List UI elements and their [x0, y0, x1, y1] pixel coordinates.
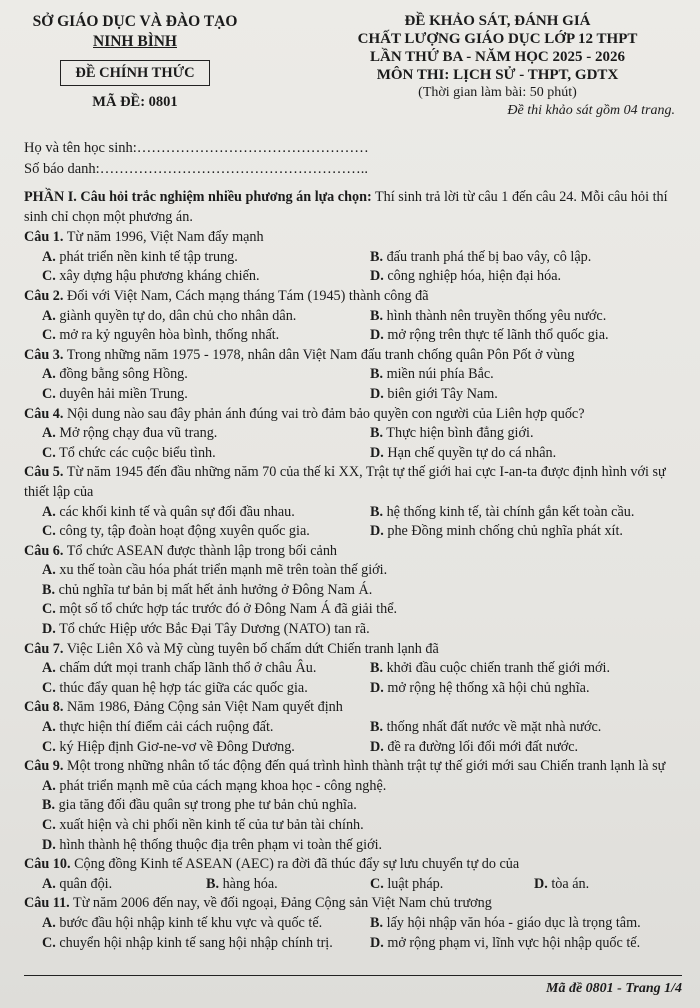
- answer-option: [352, 365, 680, 385]
- question-stem: [24, 463, 680, 502]
- option-letter: C.: [42, 444, 56, 461]
- exam-title-line3: LẦN THỨ BA - NĂM HỌC 2025 - 2026: [370, 49, 625, 65]
- question-item: [24, 405, 680, 464]
- option-letter: A.: [42, 425, 56, 442]
- answer-options: [24, 248, 680, 287]
- question-stem: [24, 855, 680, 875]
- answer-options: [24, 914, 680, 953]
- answer-option: [24, 248, 352, 268]
- section-intro: [24, 188, 680, 227]
- question-number: Câu 8.: [24, 699, 64, 716]
- answer-option: [24, 561, 680, 581]
- option-letter: B.: [370, 307, 384, 324]
- option-letter: C.: [42, 268, 56, 285]
- option-letter: D.: [534, 875, 548, 892]
- question-item: [24, 894, 680, 953]
- answer-option: [352, 522, 680, 542]
- option-text: duyên hải miền Trung.: [55, 385, 188, 402]
- option-text: đồng bằng sông Hồng.: [55, 366, 188, 383]
- option-letter: A.: [42, 914, 56, 931]
- question-list: [24, 228, 680, 953]
- answer-option: [24, 914, 352, 934]
- question-stem: [24, 757, 680, 777]
- option-letter: D.: [370, 523, 384, 540]
- question-number: Câu 3.: [24, 346, 64, 363]
- option-letter: B.: [370, 660, 384, 677]
- answer-options: [24, 777, 680, 855]
- answer-option: [352, 914, 680, 934]
- question-text: Một trong những nhân tố tác động đến quá trình hình thành trật tự thế giới mới sau Chiến tranh lạnh là sự: [63, 758, 666, 775]
- option-text: xuất hiện và chi phối nền kinh tế của tư bản tài chính.: [55, 817, 364, 833]
- answer-option: [24, 503, 352, 523]
- option-letter: C.: [42, 738, 56, 755]
- question-stem: [24, 346, 680, 366]
- option-text: giành quyền tự do, dân chủ cho nhân dân.: [55, 307, 297, 324]
- option-text: công nghiệp hóa, hiện đại hóa.: [383, 268, 562, 285]
- answer-option: [24, 836, 680, 856]
- answer-option: [24, 365, 352, 385]
- option-text: Hạn chế quyền tự do cá nhân.: [383, 444, 557, 461]
- option-text: gia tăng đối đầu quân sự trong phe tư bản chủ nghĩa.: [55, 797, 357, 814]
- answer-option: [24, 718, 352, 738]
- option-text: ký Hiệp định Giơ-ne-vơ về Đông Dương.: [55, 738, 295, 755]
- answer-options: [24, 503, 680, 542]
- question-stem: [24, 287, 680, 307]
- option-letter: A.: [42, 307, 56, 324]
- option-text: mở rộng hệ thống xã hội chủ nghĩa.: [383, 679, 590, 696]
- question-number: Câu 2.: [24, 287, 64, 304]
- exam-subject: MÔN THI: LỊCH SỬ - THPT, GDTX: [376, 67, 619, 83]
- answer-option: [24, 522, 352, 542]
- student-info: [24, 138, 369, 180]
- question-number: Câu 7.: [24, 640, 64, 657]
- question-text: Cộng đồng Kinh tế ASEAN (AEC) ra đời đã thúc đẩy sự lưu chuyển tự do của: [70, 856, 520, 873]
- answer-option: [352, 934, 680, 954]
- option-letter: D.: [370, 385, 384, 402]
- question-stem: [24, 405, 680, 425]
- question-text: Từ năm 1996, Việt Nam đẩy mạnh: [63, 229, 264, 246]
- option-text: một số tổ chức hợp tác trước đó ở Đông Nam Á đã giải thể.: [55, 601, 398, 618]
- answer-option: [352, 738, 680, 758]
- option-text: thúc đẩy quan hệ hợp tác giữa các quốc gia.: [55, 679, 308, 696]
- exam-duration: (Thời gian làm bài: 50 phút): [418, 85, 577, 100]
- option-letter: C.: [42, 817, 56, 833]
- answer-options: [24, 659, 680, 698]
- option-text: đề ra đường lối đổi mới đất nước.: [383, 738, 579, 755]
- answer-option: [24, 326, 352, 346]
- question-number: Câu 5.: [24, 464, 64, 481]
- option-letter: C.: [370, 875, 384, 892]
- option-text: miền núi phía Bắc.: [383, 366, 494, 383]
- option-text: xây dựng hậu phương kháng chiến.: [55, 268, 260, 285]
- option-letter: B.: [370, 248, 384, 265]
- student-number-field: Số báo danh:………………………………………………..: [24, 161, 368, 177]
- option-letter: B.: [370, 719, 384, 736]
- answer-option: [24, 679, 352, 699]
- answer-option: [24, 307, 352, 327]
- option-text: Mở rộng chạy đua vũ trang.: [55, 425, 218, 442]
- question-text: Nội dung nào sau đây phản ánh đúng vai trò đảm bảo quyền con người của Liên hợp quốc?: [63, 405, 585, 422]
- option-letter: A.: [42, 777, 56, 794]
- option-text: quân đội.: [55, 875, 113, 892]
- option-letter: B.: [370, 503, 384, 520]
- option-letter: D.: [370, 934, 384, 951]
- question-stem: [24, 698, 680, 718]
- option-text: chủ nghĩa tư bản bị mất hết ảnh hưởng ở Đông Nam Á.: [55, 581, 373, 598]
- option-text: hàng hóa.: [219, 875, 278, 892]
- answer-option: [352, 503, 680, 523]
- question-item: [24, 463, 680, 541]
- answer-option: [24, 581, 680, 601]
- option-text: Thực hiện bình đẳng giới.: [383, 425, 534, 442]
- option-letter: A.: [42, 875, 56, 892]
- option-letter: A.: [42, 366, 56, 383]
- option-letter: D.: [370, 679, 384, 696]
- question-number: Câu 10.: [24, 856, 71, 873]
- option-text: hình thành hệ thống thuộc địa trên phạm vi toàn thế giới.: [55, 836, 383, 853]
- option-letter: B.: [42, 581, 56, 598]
- option-letter: D.: [370, 327, 384, 344]
- section-instructions: Thí sinh trả lời từ câu 1 đến câu 24. Mỗi câu hỏi thí sinh chỉ chọn một phương án.: [24, 189, 668, 225]
- option-letter: B.: [370, 425, 384, 442]
- answer-option: [24, 816, 680, 836]
- question-item: [24, 640, 680, 699]
- option-letter: D.: [370, 738, 384, 755]
- answer-option: [24, 777, 680, 797]
- question-text: Việc Liên Xô và Mỹ cùng tuyên bố chấm dứt Chiến tranh lạnh đã: [63, 640, 439, 657]
- option-text: thực hiện thí điểm cải cách ruộng đất.: [55, 719, 274, 736]
- option-text: các khối kinh tế và quân sự đối đầu nhau.: [55, 503, 295, 520]
- question-section: [24, 188, 680, 953]
- answer-option: [24, 600, 680, 620]
- question-item: [24, 542, 680, 640]
- answer-option: [352, 385, 680, 405]
- answer-options: [24, 875, 680, 895]
- option-letter: C.: [42, 327, 56, 344]
- issuer-block: [10, 12, 260, 112]
- option-text: khởi đầu cuộc chiến tranh thế giới mới.: [383, 660, 611, 677]
- option-letter: A.: [42, 562, 56, 579]
- answer-option: [352, 718, 680, 738]
- option-letter: C.: [42, 679, 56, 696]
- question-item: [24, 757, 680, 855]
- question-item: [24, 855, 680, 894]
- question-text: Tổ chức ASEAN được thành lập trong bối cảnh: [63, 542, 338, 559]
- option-letter: B.: [42, 797, 56, 814]
- answer-options: [24, 365, 680, 404]
- answer-options: [24, 561, 680, 639]
- answer-option: [352, 875, 516, 895]
- option-text: lấy hội nhập văn hóa - giáo dục là trọng tâm.: [383, 914, 641, 931]
- exam-page-count: Đề thi khảo sát gồm 04 trang.: [507, 103, 675, 118]
- department-name: SỞ GIÁO DỤC VÀ ĐÀO TẠO: [32, 13, 238, 30]
- question-text: Từ năm 1945 đến đầu những năm 70 của thế kỉ XX, Trật tự thế giới hai cực I-an-ta được định hình với sự thiết lập của: [24, 464, 666, 500]
- option-letter: D.: [370, 268, 384, 285]
- question-stem: [24, 228, 680, 248]
- exam-title-line2: CHẤT LƯỢNG GIÁO DỤC LỚP 12 THPT: [357, 31, 638, 47]
- answer-option: [352, 307, 680, 327]
- option-letter: C.: [42, 934, 56, 951]
- answer-option: [24, 796, 680, 816]
- option-text: xu thế toàn cầu hóa phát triển mạnh mẽ trên toàn thế giới.: [55, 562, 388, 579]
- question-text: Năm 1986, Đảng Cộng sản Việt Nam quyết định: [63, 699, 343, 716]
- exam-title-block: [300, 12, 695, 120]
- answer-option: [24, 738, 352, 758]
- answer-option: [24, 875, 188, 895]
- answer-option: [24, 424, 352, 444]
- option-text: Tổ chức Hiệp ước Bắc Đại Tây Dương (NATO) tan rã.: [55, 621, 370, 638]
- answer-option: [24, 444, 352, 464]
- question-item: [24, 228, 680, 287]
- option-text: mở ra kỷ nguyên hòa bình, thống nhất.: [55, 327, 280, 344]
- question-text: Đối với Việt Nam, Cách mạng tháng Tám (1945) thành công đã: [63, 287, 429, 304]
- question-text: Trong những năm 1975 - 1978, nhân dân Việt Nam đấu tranh chống quân Pôn Pốt ở vùng: [63, 346, 575, 363]
- answer-option: [352, 326, 680, 346]
- answer-option: [352, 267, 680, 287]
- answer-option: [24, 659, 352, 679]
- option-text: công ty, tập đoàn hoạt động xuyên quốc gia.: [55, 523, 310, 540]
- option-text: bước đầu hội nhập kinh tế khu vực và quốc tế.: [55, 914, 323, 931]
- answer-option: [352, 659, 680, 679]
- option-text: chuyển hội nhập kinh tế sang hội nhập chính trị.: [55, 934, 333, 951]
- question-number: Câu 9.: [24, 758, 64, 775]
- student-name-field: Họ và tên học sinh:…………………………………………: [24, 140, 369, 156]
- answer-option: [24, 934, 352, 954]
- answer-option: [516, 875, 680, 895]
- question-item: [24, 346, 680, 405]
- official-stamp: ĐỀ CHÍNH THỨC: [60, 60, 209, 86]
- option-letter: B.: [370, 914, 384, 931]
- answer-options: [24, 424, 680, 463]
- section-title: PHẦN I. Câu hỏi trắc nghiệm nhiều phương án lựa chọn:: [24, 189, 372, 205]
- option-letter: A.: [42, 660, 56, 677]
- question-item: [24, 287, 680, 346]
- option-letter: A.: [42, 503, 56, 520]
- option-letter: D.: [42, 621, 56, 638]
- answer-option: [352, 248, 680, 268]
- option-text: hệ thống kinh tế, tài chính gắn kết toàn cầu.: [383, 503, 635, 520]
- question-item: [24, 698, 680, 757]
- option-text: mở rộng phạm vi, lĩnh vực hội nhập quốc tế.: [383, 934, 641, 951]
- answer-option: [24, 620, 680, 640]
- exam-code: MÃ ĐỀ: 0801: [92, 94, 178, 110]
- answer-options: [24, 307, 680, 346]
- exam-title-line1: ĐỀ KHẢO SÁT, ĐÁNH GIÁ: [404, 13, 591, 29]
- question-number: Câu 4.: [24, 405, 64, 422]
- answer-option: [24, 267, 352, 287]
- question-stem: [24, 894, 680, 914]
- option-letter: C.: [42, 385, 56, 402]
- option-text: Tổ chức các cuộc biểu tình.: [55, 444, 216, 461]
- option-text: chấm dứt mọi tranh chấp lãnh thổ ở châu Âu.: [55, 660, 317, 677]
- province-name: NINH BÌNH: [93, 33, 177, 50]
- option-letter: B.: [206, 875, 220, 892]
- option-letter: D.: [370, 444, 384, 461]
- question-text: Từ năm 2006 đến nay, về đối ngoại, Đảng Cộng sản Việt Nam chủ trương: [69, 895, 492, 912]
- option-text: biên giới Tây Nam.: [383, 385, 498, 402]
- answer-option: [24, 385, 352, 405]
- option-text: đấu tranh phá thế bị bao vây, cô lập.: [383, 248, 592, 265]
- exam-header: [0, 12, 700, 132]
- option-text: mở rộng trên thực tế lãnh thổ quốc gia.: [383, 327, 609, 344]
- answer-option: [352, 679, 680, 699]
- answer-option: [352, 444, 680, 464]
- answer-option: [188, 875, 352, 895]
- question-number: Câu 1.: [24, 229, 64, 246]
- option-letter: A.: [42, 719, 56, 736]
- option-text: phát triển mạnh mẽ của cách mạng khoa học - công nghệ.: [55, 777, 387, 794]
- question-number: Câu 11.: [24, 895, 70, 912]
- question-number: Câu 6.: [24, 542, 64, 559]
- option-letter: A.: [42, 248, 56, 265]
- page-footer: Mã đề 0801 - Trang 1/4: [24, 975, 682, 997]
- answer-options: [24, 718, 680, 757]
- option-text: thống nhất đất nước về mặt nhà nước.: [383, 719, 602, 736]
- option-letter: C.: [42, 523, 56, 540]
- question-stem: [24, 640, 680, 660]
- option-text: phát triển nền kinh tế tập trung.: [55, 248, 238, 265]
- option-text: hình thành nên truyền thống yêu nước.: [383, 307, 607, 324]
- answer-option: [352, 424, 680, 444]
- option-letter: C.: [42, 601, 56, 618]
- option-text: tòa án.: [547, 875, 590, 892]
- option-text: phe Đồng minh chống chủ nghĩa phát xít.: [383, 523, 623, 540]
- option-text: luật pháp.: [383, 875, 444, 892]
- question-stem: [24, 542, 680, 562]
- option-letter: D.: [42, 836, 56, 853]
- option-letter: B.: [370, 366, 384, 383]
